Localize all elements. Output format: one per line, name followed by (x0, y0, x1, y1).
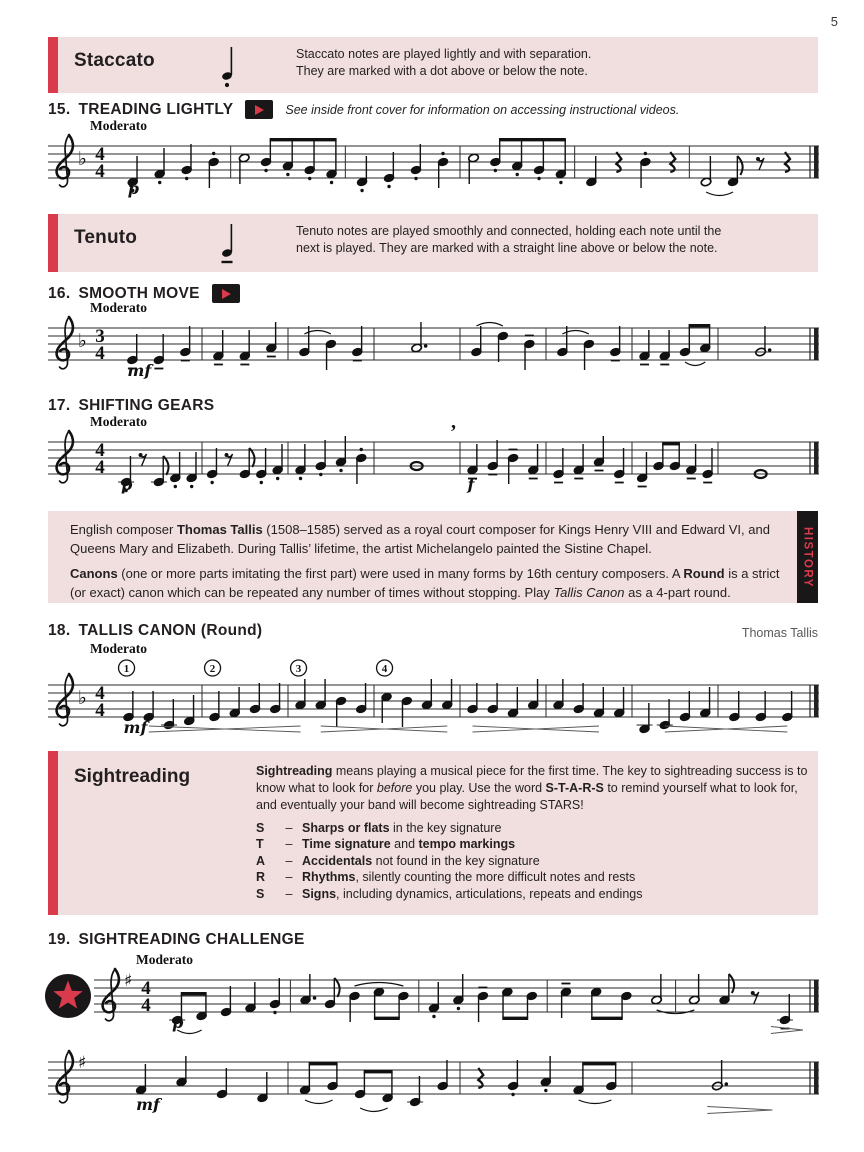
svg-text:Moderato: Moderato (90, 641, 147, 656)
exercise-18-heading (48, 622, 262, 640)
text-segment: Tallis Canon (553, 584, 625, 600)
text-segment: English composer (70, 522, 177, 537)
text-segment: Thomas Tallis (176, 522, 263, 537)
staff-exercise-19-line2 (48, 1038, 820, 1126)
text-segment: Sightreading (256, 764, 333, 778)
staccato-text-line1: Staccato notes are played lightly and with separation. (296, 47, 592, 61)
history-tab: HISTORY (797, 511, 818, 603)
svg-text:p: p (121, 475, 133, 494)
exercise-title: SHIFTING GEARS (78, 397, 215, 414)
svg-text:2: 2 (209, 663, 216, 675)
page-number: 5 (830, 14, 838, 29)
history-text (70, 521, 782, 602)
text-segment: to remind yourself what to look for, and eventually your band will become sightreading STARS! (256, 781, 798, 812)
text-segment: before (376, 781, 413, 795)
svg-text:1: 1 (123, 663, 130, 675)
staff-exercise-17 (48, 412, 820, 506)
svg-text:mf: mf (136, 1095, 160, 1114)
text-segment: as a 4-part round. (624, 584, 731, 600)
svg-text:4: 4 (95, 683, 105, 704)
exercise-19-heading (48, 931, 305, 949)
stars-item-letter: R (256, 870, 266, 885)
svg-text:Moderato: Moderato (90, 414, 147, 429)
staccato-quarter-note-icon (220, 42, 242, 90)
text-segment: you play. Use the word (412, 781, 546, 795)
stars-item (256, 886, 816, 902)
history-box (48, 511, 797, 603)
exercise-number: 17. (48, 397, 71, 414)
svg-text:f: f (467, 475, 475, 494)
stars-item-letter: S (256, 886, 265, 901)
svg-text:4: 4 (381, 663, 388, 675)
red-accent-bar (48, 214, 58, 272)
svg-text:♭: ♭ (78, 148, 87, 170)
stars-item-letter: S (256, 821, 265, 835)
svg-text:Moderato: Moderato (90, 300, 147, 315)
stars-item (256, 836, 816, 852)
svg-text:4: 4 (95, 343, 105, 364)
exercise-title: TALLIS CANON (Round) (78, 622, 263, 639)
text-segment: S-T-A-R-S (545, 781, 604, 795)
staff-exercise-16 (48, 298, 820, 388)
tenuto-text-line2: next is played. They are marked with a straight line above or below the note. (296, 241, 718, 255)
text-segment: means playing a musical piece for the first time. The key to sightreading success is to know what to look for (256, 764, 808, 795)
sightreading-title: Sightreading (74, 766, 191, 787)
composer-credit: Thomas Tallis (741, 626, 818, 640)
exercise-title: TREADING LIGHTLY (78, 100, 234, 118)
sightreading-intro (256, 763, 816, 814)
exercise-number: 18. (48, 622, 71, 639)
staff-exercise-15 (48, 116, 820, 206)
staccato-text-line2: They are marked with a dot above or below the note. (296, 64, 588, 78)
stars-item (256, 820, 816, 836)
staff-exercise-19-line1 (94, 950, 820, 1046)
svg-text:♭: ♭ (78, 330, 87, 352)
stars-item-dash: – (285, 837, 293, 852)
red-accent-bar (48, 37, 58, 93)
svg-text:4: 4 (95, 440, 105, 461)
exercise-title: SIGHTREADING CHALLENGE (78, 931, 305, 948)
video-note: See inside front cover for information on accessing instructional videos. (285, 102, 680, 117)
staccato-title: Staccato (74, 50, 155, 71)
exercise-number: 16. (48, 284, 71, 302)
stars-item-letter: T (256, 837, 264, 852)
sightreading-box (48, 751, 818, 915)
stars-item-dash: – (285, 886, 293, 901)
stars-item-text: Signs, including dynamics, articulations, repeats and endings (302, 886, 643, 901)
red-accent-bar (48, 751, 58, 915)
exercise-number: 15. (48, 100, 71, 118)
sightreading-body (256, 763, 816, 902)
stars-item-dash: – (285, 853, 293, 868)
stars-item-text: Time signature and tempo markings (302, 837, 516, 852)
svg-text:mf: mf (127, 361, 152, 380)
svg-text:3: 3 (295, 663, 302, 675)
svg-text:p: p (172, 1013, 184, 1032)
svg-text:Moderato: Moderato (90, 118, 147, 133)
svg-text:4: 4 (141, 978, 151, 999)
stars-item-dash: – (285, 870, 293, 885)
text-segment: (1508–1585) served as a royal court composer for Kings Henry VIII and Edward VI, and Queens Mary and Elizabeth. During Tallis’ lifetime, the artist Michelangelo painted the Sistine Chapel. (70, 522, 770, 556)
stars-item (256, 869, 816, 885)
svg-text:4: 4 (95, 161, 105, 182)
history-paragraph-1 (70, 521, 782, 558)
exercise-number: 19. (48, 931, 71, 948)
star-icon (50, 978, 86, 1014)
svg-text:4: 4 (95, 700, 105, 721)
staff-exercise-18 (48, 641, 820, 745)
stars-item-text: Rhythms, silently counting the more difficult notes and rests (302, 870, 636, 885)
staccato-text (296, 46, 591, 80)
svg-text:♯: ♯ (78, 1053, 87, 1073)
svg-text:mf: mf (123, 718, 148, 737)
stars-item-text: Accidentals not found in the key signature (302, 853, 540, 868)
svg-text:♭: ♭ (78, 687, 87, 709)
tenuto-title: Tenuto (74, 227, 138, 248)
exercise-title: SMOOTH MOVE (78, 284, 200, 302)
tenuto-definition-box (48, 214, 818, 272)
svg-text:3: 3 (95, 326, 105, 347)
star-badge (45, 974, 91, 1018)
stars-item-text: Sharps or flats in the key signature (302, 821, 502, 835)
tenuto-quarter-note-icon (220, 219, 242, 267)
svg-text:’: ’ (450, 421, 457, 443)
svg-text:♯: ♯ (124, 971, 133, 991)
svg-text:Moderato: Moderato (136, 952, 193, 967)
svg-text:4: 4 (141, 995, 151, 1016)
tenuto-text (296, 223, 721, 257)
text-segment: (one or more parts imitating the first part) were used in many forms by 16th century composers. A (117, 566, 684, 581)
staccato-definition-box (48, 37, 818, 93)
stars-list (256, 820, 816, 902)
stars-item-letter: A (256, 853, 266, 868)
svg-text:4: 4 (95, 144, 105, 165)
text-segment: Canons (70, 566, 118, 581)
svg-text:p: p (127, 179, 139, 198)
text-segment: Round (683, 566, 725, 581)
stars-item-dash: – (285, 821, 293, 835)
svg-text:4: 4 (95, 457, 105, 478)
history-paragraph-2 (70, 565, 782, 602)
text-segment: is a strict (or exact) canon which can be repeated any number of times without stopping. Play (70, 566, 780, 600)
tenuto-text-line1: Tenuto notes are played smoothly and connected, holding each note until the (296, 224, 722, 238)
stars-item (256, 853, 816, 869)
